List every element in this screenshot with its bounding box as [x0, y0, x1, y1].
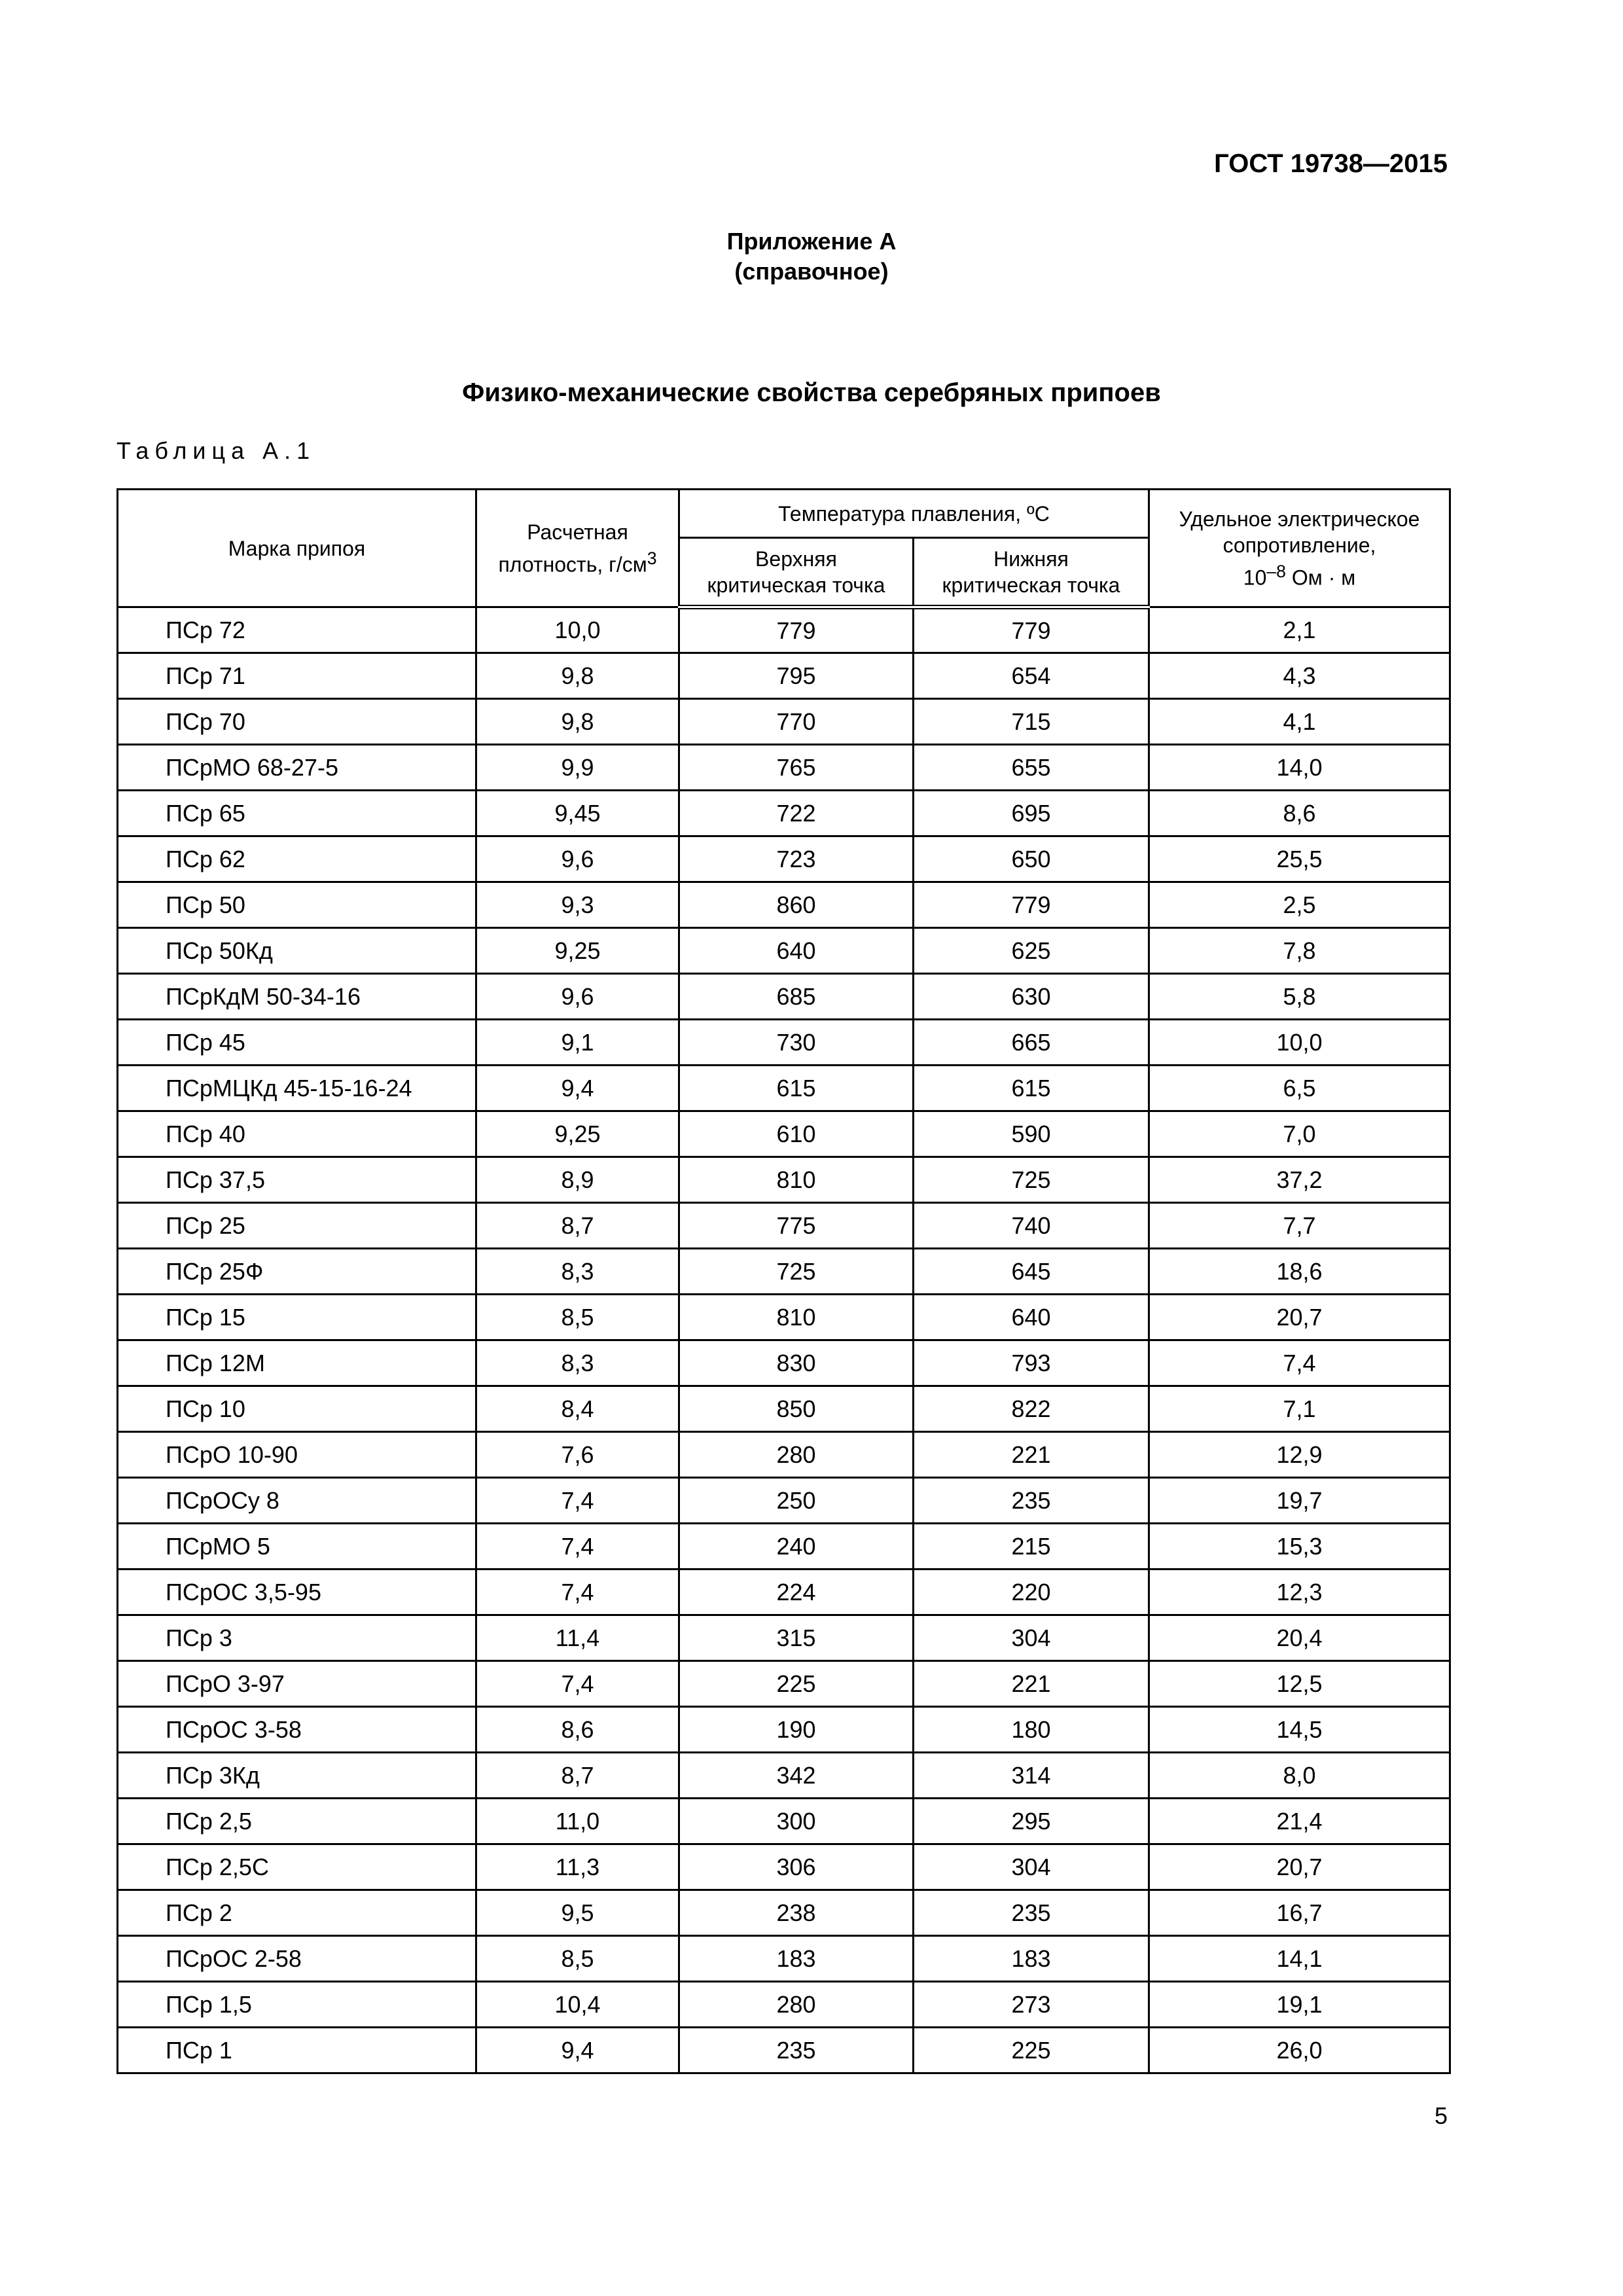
cell-density: 7,4: [476, 1524, 679, 1570]
table-row: [118, 1249, 1450, 1295]
header-lower: [914, 538, 1149, 607]
table-row: [118, 1982, 1450, 2028]
cell-brand: ПСрМО 68-27-5: [118, 745, 476, 791]
header-resistance-unit: Ом · м: [1286, 565, 1356, 590]
cell-density: 10,4: [476, 1982, 679, 2028]
cell-lower-point: 273: [914, 1982, 1149, 2028]
cell-upper-point: 779: [679, 607, 914, 653]
cell-resistance: 12,5: [1149, 1661, 1450, 1707]
table-row: [118, 1295, 1450, 1340]
table-row: [118, 1661, 1450, 1707]
cell-upper-point: 240: [679, 1524, 914, 1570]
cell-resistance: 7,7: [1149, 1203, 1450, 1249]
cell-brand: ПСрОС 3-58: [118, 1707, 476, 1753]
table-row: [118, 745, 1450, 791]
table-row: [118, 1615, 1450, 1661]
cell-upper-point: 725: [679, 1249, 914, 1295]
cell-upper-point: 224: [679, 1570, 914, 1615]
cell-density: 8,3: [476, 1249, 679, 1295]
cell-resistance: 7,0: [1149, 1111, 1450, 1157]
table-row: [118, 1753, 1450, 1799]
table-row: [118, 699, 1450, 745]
cell-resistance: 12,9: [1149, 1432, 1450, 1478]
cell-lower-point: 779: [914, 607, 1149, 653]
cell-density: 8,7: [476, 1753, 679, 1799]
cell-brand: ПСр 62: [118, 836, 476, 882]
cell-density: 9,9: [476, 745, 679, 791]
cell-resistance: 5,8: [1149, 974, 1450, 1020]
cell-density: 8,6: [476, 1707, 679, 1753]
cell-upper-point: 775: [679, 1203, 914, 1249]
cell-brand: ПСр 10: [118, 1386, 476, 1432]
cell-brand: ПСрОС 3,5-95: [118, 1570, 476, 1615]
cell-lower-point: 725: [914, 1157, 1149, 1203]
cell-resistance: 6,5: [1149, 1066, 1450, 1111]
table-row: [118, 1020, 1450, 1066]
cell-density: 7,6: [476, 1432, 679, 1478]
header-upper-line2: критическая точка: [707, 573, 885, 597]
cell-brand: ПСр 37,5: [118, 1157, 476, 1203]
document-id: ГОСТ 19738—2015: [1214, 149, 1448, 178]
table-row: [118, 1157, 1450, 1203]
cell-resistance: 19,7: [1149, 1478, 1450, 1524]
cell-upper-point: 190: [679, 1707, 914, 1753]
cell-resistance: 21,4: [1149, 1799, 1450, 1844]
cell-upper-point: 830: [679, 1340, 914, 1386]
table-row: [118, 1432, 1450, 1478]
cell-upper-point: 238: [679, 1890, 914, 1936]
cell-density: 9,6: [476, 974, 679, 1020]
cell-upper-point: 610: [679, 1111, 914, 1157]
cell-lower-point: 235: [914, 1478, 1149, 1524]
table-row: [118, 1570, 1450, 1615]
cell-density: 9,4: [476, 2028, 679, 2073]
cell-density: 9,6: [476, 836, 679, 882]
cell-density: 7,4: [476, 1570, 679, 1615]
table-row: [118, 1936, 1450, 1982]
cell-lower-point: 779: [914, 882, 1149, 928]
table-row: [118, 1844, 1450, 1890]
page-number: 5: [1434, 2102, 1448, 2129]
table-row: [118, 607, 1450, 653]
cell-resistance: 37,2: [1149, 1157, 1450, 1203]
header-upper-line1: Верхняя: [755, 547, 837, 571]
cell-resistance: 15,3: [1149, 1524, 1450, 1570]
cell-resistance: 8,0: [1149, 1753, 1450, 1799]
cell-density: 9,3: [476, 882, 679, 928]
cell-upper-point: 280: [679, 1982, 914, 2028]
cell-upper-point: 723: [679, 836, 914, 882]
cell-brand: ПСр 2: [118, 1890, 476, 1936]
cell-upper-point: 850: [679, 1386, 914, 1432]
cell-lower-point: 822: [914, 1386, 1149, 1432]
cell-upper-point: 795: [679, 653, 914, 699]
cell-brand: ПСр 3Кд: [118, 1753, 476, 1799]
table-body: [118, 607, 1450, 2073]
cell-upper-point: 342: [679, 1753, 914, 1799]
cell-resistance: 7,1: [1149, 1386, 1450, 1432]
cell-lower-point: 221: [914, 1661, 1149, 1707]
header-density-line2: плотность, г/см: [498, 552, 647, 577]
header-resistance: [1149, 490, 1450, 607]
header-resistance-line2: сопротивление,: [1222, 533, 1376, 557]
cell-lower-point: 235: [914, 1890, 1149, 1936]
table-row: [118, 1203, 1450, 1249]
cell-brand: ПСр 50Кд: [118, 928, 476, 974]
cell-upper-point: 810: [679, 1295, 914, 1340]
cell-upper-point: 722: [679, 791, 914, 836]
cell-resistance: 18,6: [1149, 1249, 1450, 1295]
header-density-line1: Расчетная: [527, 520, 628, 544]
cell-resistance: 7,4: [1149, 1340, 1450, 1386]
cell-brand: ПСрКдМ 50-34-16: [118, 974, 476, 1020]
cell-resistance: 8,6: [1149, 791, 1450, 836]
cell-upper-point: 306: [679, 1844, 914, 1890]
cell-brand: ПСр 2,5: [118, 1799, 476, 1844]
table-row: [118, 1066, 1450, 1111]
cell-lower-point: 695: [914, 791, 1149, 836]
cell-density: 8,5: [476, 1936, 679, 1982]
section-title: Физико-механические свойства серебряных припоев: [462, 378, 1161, 407]
cell-brand: ПСр 25Ф: [118, 1249, 476, 1295]
cell-upper-point: 640: [679, 928, 914, 974]
table-row: [118, 882, 1450, 928]
cell-density: 8,4: [476, 1386, 679, 1432]
cell-brand: ПСр 40: [118, 1111, 476, 1157]
cell-density: 8,7: [476, 1203, 679, 1249]
cell-density: 8,9: [476, 1157, 679, 1203]
cell-brand: ПСр 15: [118, 1295, 476, 1340]
table-row: [118, 974, 1450, 1020]
table-row: [118, 1707, 1450, 1753]
table-row: [118, 1524, 1450, 1570]
header-resistance-line1: Удельное электрическое: [1179, 507, 1420, 531]
cell-density: 11,3: [476, 1844, 679, 1890]
cell-upper-point: 235: [679, 2028, 914, 2073]
cell-density: 9,8: [476, 699, 679, 745]
cell-brand: ПСрОСу 8: [118, 1478, 476, 1524]
cell-lower-point: 665: [914, 1020, 1149, 1066]
cell-lower-point: 220: [914, 1570, 1149, 1615]
cell-brand: ПСрМО 5: [118, 1524, 476, 1570]
cell-resistance: 19,1: [1149, 1982, 1450, 2028]
cell-lower-point: 180: [914, 1707, 1149, 1753]
cell-lower-point: 630: [914, 974, 1149, 1020]
appendix-heading: [0, 226, 1623, 287]
cell-lower-point: 221: [914, 1432, 1149, 1478]
cell-density: 7,4: [476, 1478, 679, 1524]
cell-brand: ПСр 70: [118, 699, 476, 745]
cell-resistance: 14,1: [1149, 1936, 1450, 1982]
header-brand: Марка припоя: [118, 490, 476, 607]
cell-lower-point: 590: [914, 1111, 1149, 1157]
cell-upper-point: 183: [679, 1936, 914, 1982]
header-density: [476, 490, 679, 607]
solder-properties-table: [116, 488, 1451, 2074]
table-row: [118, 1111, 1450, 1157]
cell-resistance: 2,1: [1149, 607, 1450, 653]
table-row: [118, 1478, 1450, 1524]
cell-brand: ПСрОС 2-58: [118, 1936, 476, 1982]
cell-upper-point: 280: [679, 1432, 914, 1478]
cell-brand: ПСрО 3-97: [118, 1661, 476, 1707]
cell-lower-point: 654: [914, 653, 1149, 699]
cell-resistance: 10,0: [1149, 1020, 1450, 1066]
table-row: [118, 1890, 1450, 1936]
cell-resistance: 20,7: [1149, 1844, 1450, 1890]
cell-lower-point: 304: [914, 1615, 1149, 1661]
cell-density: 11,4: [476, 1615, 679, 1661]
cell-upper-point: 315: [679, 1615, 914, 1661]
appendix-title: Приложение А: [726, 228, 897, 255]
cell-resistance: 16,7: [1149, 1890, 1450, 1936]
cell-lower-point: 650: [914, 836, 1149, 882]
header-upper: [679, 538, 914, 607]
cell-brand: ПСрМЦКд 45-15-16-24: [118, 1066, 476, 1111]
cell-brand: ПСр 2,5С: [118, 1844, 476, 1890]
cell-brand: ПСр 1,5: [118, 1982, 476, 2028]
cell-brand: ПСр 65: [118, 791, 476, 836]
cell-lower-point: 295: [914, 1799, 1149, 1844]
cell-resistance: 20,4: [1149, 1615, 1450, 1661]
cell-resistance: 7,8: [1149, 928, 1450, 974]
cell-resistance: 20,7: [1149, 1295, 1450, 1340]
cell-upper-point: 250: [679, 1478, 914, 1524]
cell-density: 11,0: [476, 1799, 679, 1844]
cell-lower-point: 304: [914, 1844, 1149, 1890]
cell-upper-point: 225: [679, 1661, 914, 1707]
cell-lower-point: 625: [914, 928, 1149, 974]
header-resistance-sup: –8: [1266, 561, 1287, 581]
cell-upper-point: 765: [679, 745, 914, 791]
table-row: [118, 1340, 1450, 1386]
cell-density: 7,4: [476, 1661, 679, 1707]
cell-upper-point: 770: [679, 699, 914, 745]
cell-brand: ПСр 25: [118, 1203, 476, 1249]
cell-lower-point: 615: [914, 1066, 1149, 1111]
table-row: [118, 836, 1450, 882]
cell-brand: ПСр 71: [118, 653, 476, 699]
cell-lower-point: 740: [914, 1203, 1149, 1249]
table-row: [118, 928, 1450, 974]
header-melting: Температура плавления, ºС: [679, 490, 1149, 538]
header-resistance-base: 10: [1243, 565, 1267, 590]
cell-lower-point: 715: [914, 699, 1149, 745]
table-row: [118, 653, 1450, 699]
cell-density: 8,5: [476, 1295, 679, 1340]
cell-density: 8,3: [476, 1340, 679, 1386]
appendix-subtitle: (справочное): [734, 258, 889, 285]
cell-resistance: 12,3: [1149, 1570, 1450, 1615]
header-lower-line1: Нижняя: [993, 547, 1069, 571]
cell-upper-point: 730: [679, 1020, 914, 1066]
cell-density: 9,8: [476, 653, 679, 699]
cell-upper-point: 810: [679, 1157, 914, 1203]
cell-resistance: 4,3: [1149, 653, 1450, 699]
cell-resistance: 2,5: [1149, 882, 1450, 928]
cell-upper-point: 685: [679, 974, 914, 1020]
cell-resistance: 4,1: [1149, 699, 1450, 745]
cell-upper-point: 860: [679, 882, 914, 928]
cell-brand: ПСр 3: [118, 1615, 476, 1661]
cell-density: 9,45: [476, 791, 679, 836]
cell-lower-point: 655: [914, 745, 1149, 791]
cell-density: 9,1: [476, 1020, 679, 1066]
cell-brand: ПСр 1: [118, 2028, 476, 2073]
cell-resistance: 25,5: [1149, 836, 1450, 882]
cell-upper-point: 615: [679, 1066, 914, 1111]
header-density-sup: 3: [647, 548, 657, 568]
cell-brand: ПСрО 10-90: [118, 1432, 476, 1478]
table-row: [118, 2028, 1450, 2073]
cell-brand: ПСр 45: [118, 1020, 476, 1066]
cell-brand: ПСр 50: [118, 882, 476, 928]
cell-brand: ПСр 72: [118, 607, 476, 653]
cell-brand: ПСр 12М: [118, 1340, 476, 1386]
cell-density: 10,0: [476, 607, 679, 653]
cell-lower-point: 793: [914, 1340, 1149, 1386]
cell-lower-point: 225: [914, 2028, 1149, 2073]
cell-lower-point: 215: [914, 1524, 1149, 1570]
table-row: [118, 1799, 1450, 1844]
table-row: [118, 791, 1450, 836]
cell-resistance: 14,0: [1149, 745, 1450, 791]
cell-lower-point: 314: [914, 1753, 1149, 1799]
table-label: Таблица А.1: [116, 437, 316, 464]
cell-density: 9,25: [476, 928, 679, 974]
cell-density: 9,5: [476, 1890, 679, 1936]
cell-resistance: 14,5: [1149, 1707, 1450, 1753]
cell-lower-point: 645: [914, 1249, 1149, 1295]
cell-upper-point: 300: [679, 1799, 914, 1844]
header-lower-line2: критическая точка: [942, 573, 1120, 597]
cell-density: 9,4: [476, 1066, 679, 1111]
table-row: [118, 1386, 1450, 1432]
cell-density: 9,25: [476, 1111, 679, 1157]
cell-lower-point: 640: [914, 1295, 1149, 1340]
cell-lower-point: 183: [914, 1936, 1149, 1982]
cell-resistance: 26,0: [1149, 2028, 1450, 2073]
